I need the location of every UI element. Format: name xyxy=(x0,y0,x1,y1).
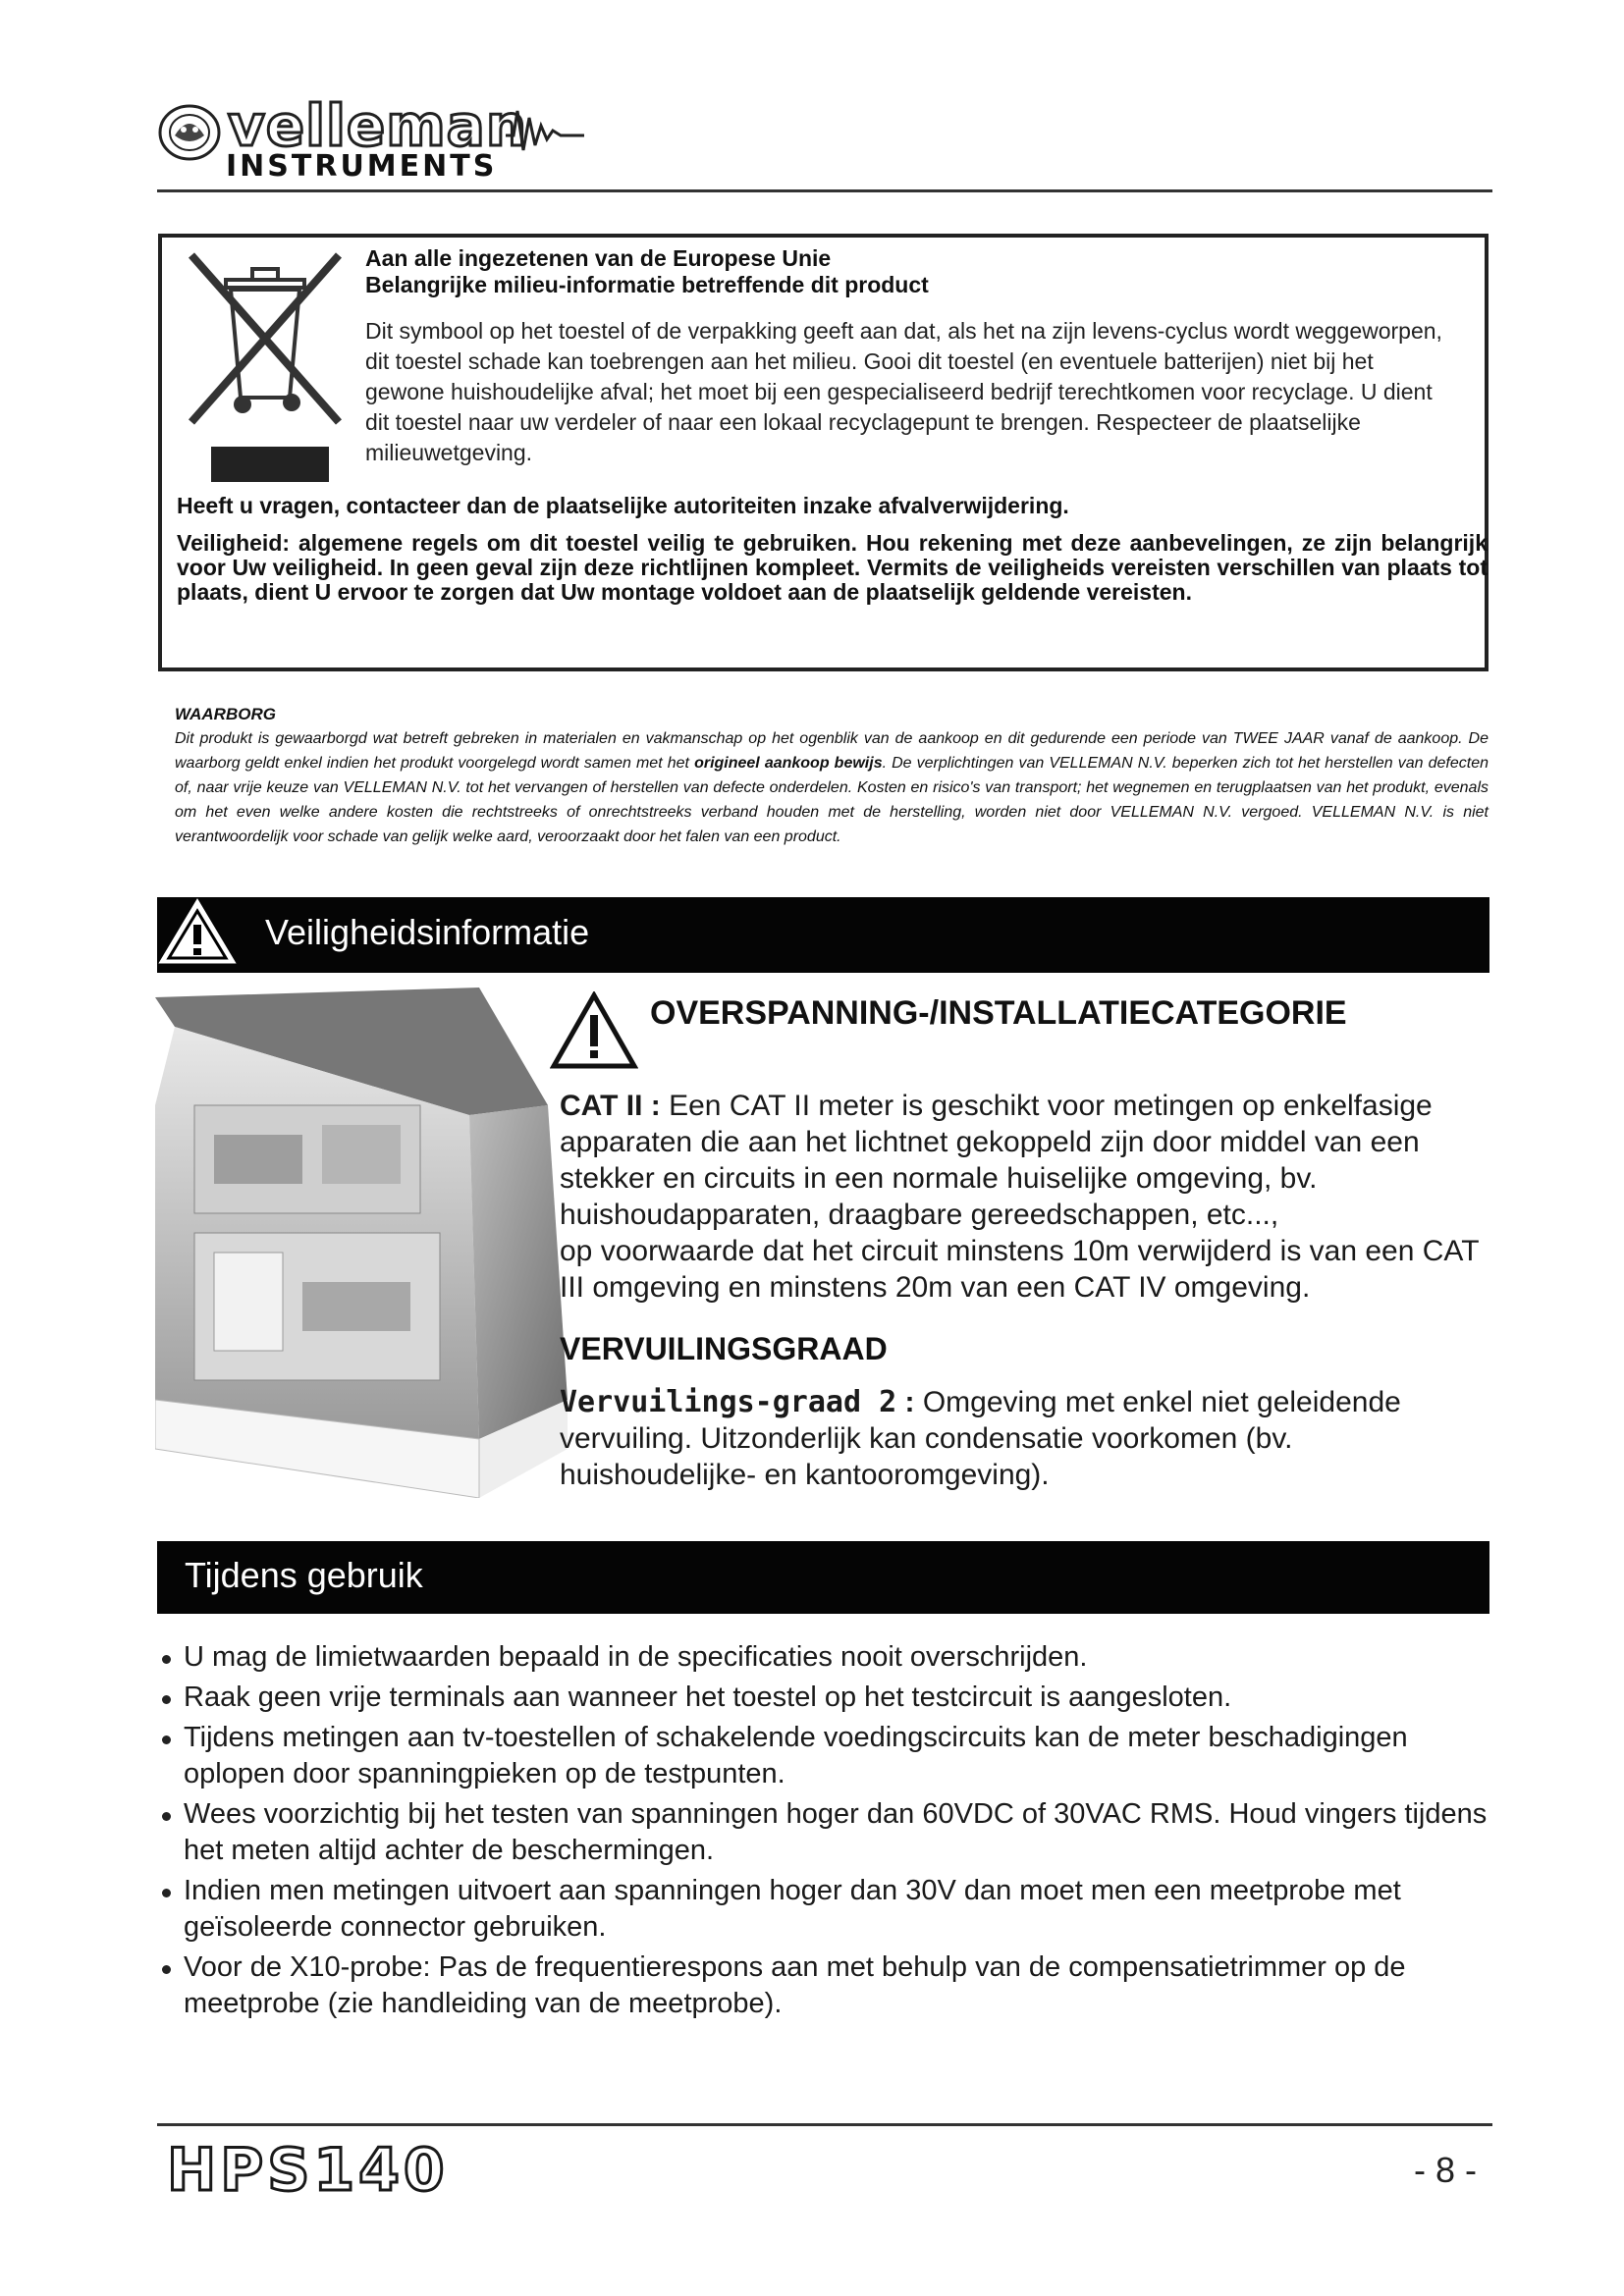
pollution-heading: VERVUILINGSGRAAD xyxy=(560,1331,888,1366)
page-number: - 8 - xyxy=(1414,2150,1478,2190)
crossed-out-bin-icon xyxy=(182,245,349,491)
brand-name: velleman xyxy=(228,92,528,159)
cat-text: Een CAT II meter is geschikt voor metingen op enkelfasige apparaten die aan het lichtnet gekoppeld zijn door middel van een stekker en circuits in een normale huiselijke omgeving, bv. huishoudapparaten, draagbare gereedschappen, etc..., xyxy=(560,1090,1433,1231)
bullet-icon xyxy=(162,1812,171,1821)
bullet-icon xyxy=(162,1735,171,1744)
env-questions: Heeft u vragen, contacteer dan de plaatselijke autoriteiten inzake afvalverwijdering. xyxy=(177,493,1069,518)
overvoltage-heading: OVERSPANNING-/INSTALLATIECATEGORIE xyxy=(650,994,1347,1032)
cat-label: CAT II xyxy=(560,1090,643,1122)
warning-triangle-icon xyxy=(550,991,638,1070)
list-item xyxy=(162,1873,1492,1946)
warranty-body xyxy=(175,726,1489,849)
env-title-line-2: Belangrijke milieu-informatie betreffende dit product xyxy=(365,272,929,297)
usage-section-bar xyxy=(157,1541,1489,1614)
warranty-text-1: Dit produkt is gewaarborgd wat betreft gebreken in materialen en vakmanschap op het ogenblik van de aankoop en dit gedurende een periode van TWEE JAAR vanaf de aankoop. De waarborg geldt enkel indien het produkt voorgelegd wordt samen met het xyxy=(175,730,1489,772)
cat-ii-description xyxy=(560,1088,1492,1306)
bullet-icon xyxy=(162,1655,171,1664)
list-item xyxy=(162,1680,1492,1716)
bullet-icon xyxy=(162,1965,171,1974)
safety-section-title: Veiligheidsinformatie xyxy=(265,912,590,952)
bullet-icon xyxy=(162,1889,171,1897)
model-name: HPS140 xyxy=(167,2136,449,2205)
pollution-label: Vervuilings-graad 2 xyxy=(560,1385,897,1419)
velleman-logo xyxy=(157,92,579,185)
usage-bullet-list xyxy=(162,1639,1492,2026)
cat-text-2: op voorwaarde dat het circuit minstens 10m verwijderd is van een CAT III omgeving en minstens 20m van een CAT IV omgeving. xyxy=(560,1235,1479,1304)
list-item xyxy=(162,1949,1492,2022)
bullet-text: Indien men metingen uitvoert aan spanningen hoger dan 30V dan moet men een meetprobe met geïsoleerde connector gebruiken. xyxy=(184,1875,1401,1943)
bullet-text: Voor de X10-probe: Pas de frequentierespons aan met behulp van de compensatietrimmer op de meetprobe (zie handleiding van de meetprobe). xyxy=(184,1951,1406,2019)
bullet-text: Wees voorzichtig bij het testen van spanningen hoger dan 60VDC of 30VAC RMS. Houd vingers tijdens het meten altijd achter de beschermingen. xyxy=(184,1798,1488,1866)
warranty-bold-text: origineel aankoop bewijs xyxy=(694,755,883,772)
bullet-icon xyxy=(162,1695,171,1704)
env-safety-text: Veiligheid: algemene regels om dit toestel veilig te gebruiken. Hou rekening met deze aanbevelingen, ze zijn belangrijk voor Uw veiligheid. In geen geval zijn deze richtlijnen kompleet. Vermits de veiligheids vereisten verschillen van plaats tot plaats, dient U ervoor te zorgen dat Uw montage voldoet aan de plaatselijk geldende vereisten. xyxy=(177,530,1488,605)
bullet-text: U mag de limietwaarden bepaald in de specificaties nooit overschrijden. xyxy=(184,1641,1088,1673)
safety-section-bar xyxy=(157,897,1489,973)
usage-section-title: Tijdens gebruik xyxy=(185,1555,423,1595)
pollution-separator: : xyxy=(896,1386,923,1418)
pollution-description xyxy=(560,1384,1492,1493)
bullet-text: Tijdens metingen aan tv-toestellen of schakelende voedingscircuits kan de meter beschadigingen oplopen door spanningpieken op de testpunten. xyxy=(184,1722,1408,1789)
env-notice-title xyxy=(365,245,929,298)
list-item xyxy=(162,1720,1492,1792)
pollution-text: Omgeving met enkel niet geleidende vervuiling. Uitzonderlijk kan condensatie voorkomen (bv. huishoudelijke- en kantooromgeving). xyxy=(560,1386,1401,1491)
waveform-icon xyxy=(506,106,584,155)
list-item xyxy=(162,1639,1492,1676)
warranty-title: WAARBORG xyxy=(175,705,276,723)
footer-divider xyxy=(157,2123,1492,2126)
bullet-text: Raak geen vrije terminals aan wanneer het toestel op het testcircuit is aangesloten. xyxy=(184,1682,1232,1713)
cat-separator: : xyxy=(642,1090,670,1122)
env-notice-body: Dit symbool op het toestel of de verpakking geeft aan dat, als het na zijn levens-cyclus wordt weggeworpen, dit toestel schade kan toebrengen aan het milieu. Gooi dit toestel (en eventuele batterijen) niet bij het gewone huishoudelijke afval; het moet bij een gespecialiseerd bedrijf terechtkomen voor recyclage. U dient dit toestel naar uw verdeler of naar een lokaal recyclagepunt te brengen. Respecteer de plaatselijke milieuwetgeving. xyxy=(365,318,1442,465)
logo-emblem-icon xyxy=(157,102,222,163)
warning-triangle-icon xyxy=(157,897,238,966)
brand-subtitle: INSTRUMENTS xyxy=(226,149,498,184)
list-item xyxy=(162,1796,1492,1869)
header-divider xyxy=(157,189,1492,192)
warranty-text-2: . De verplichtingen van VELLEMAN N.V. beperken zich tot het herstellen van defecten of, naar vrije keuze van VELLEMAN N.V. tot het vervangen of herstellen van defecte onderdelen. Kosten en risico's van transport; het wegnemen en terugplaatsen van het produkt, evenals om het even welke andere kosten die rechtstreeks of onrechtstreeks verband houden met de herstelling, worden niet door VELLEMAN N.V. vergoed. VELLEMAN N.V. is niet verantwoordelijk voor schade van gelijk welke aard, veroorzaakt door het falen van een product. xyxy=(175,755,1489,845)
house-cutaway-illustration xyxy=(155,988,568,1498)
env-title-line-1: Aan alle ingezetenen van de Europese Unie xyxy=(365,245,832,271)
